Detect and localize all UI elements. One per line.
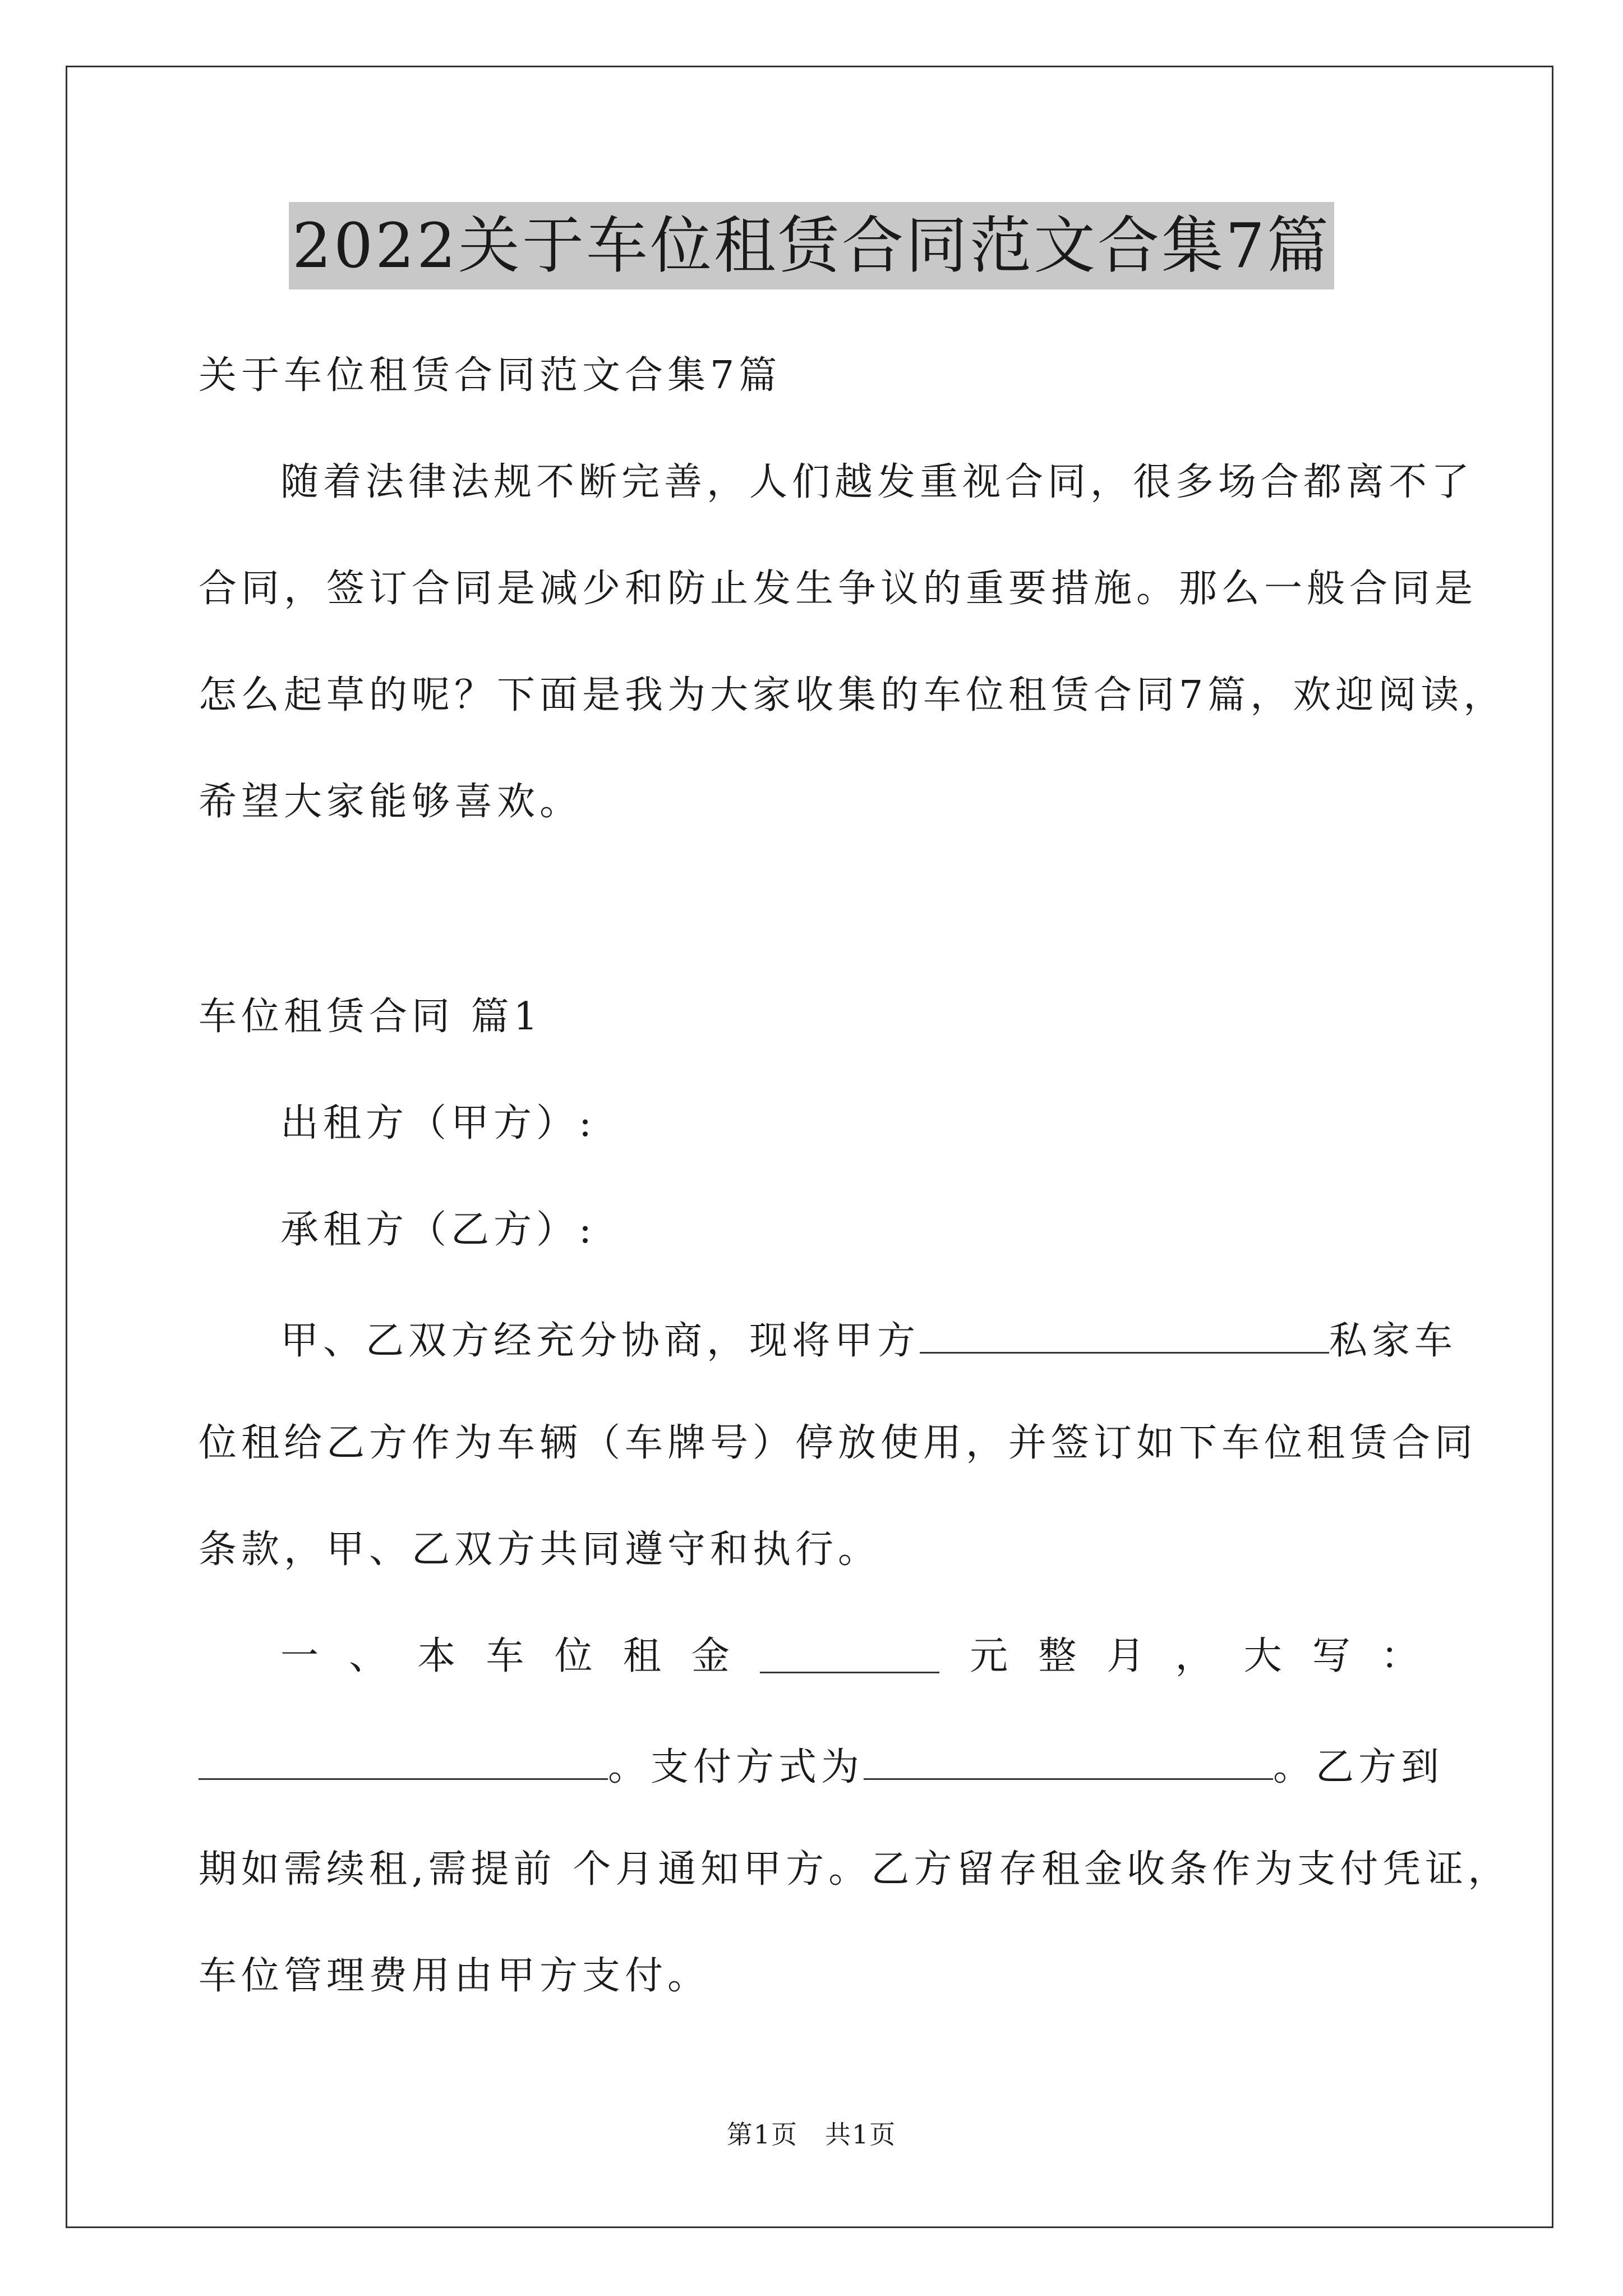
- document-subtitle: 关于车位租赁合同范文合集7篇: [199, 353, 782, 398]
- clause-1-line-3: 期如需续租,需提前 个月通知甲方。乙方留存租金收条作为支付凭证，: [199, 1847, 1511, 1892]
- intro-line-2: 合同，签订合同是减少和防止发生争议的重要措施。那么一般合同是: [199, 567, 1478, 611]
- lessor-name-blank[interactable]: [920, 1312, 1329, 1354]
- clause-1-line-2-mid: 。支付方式为: [608, 1745, 864, 1789]
- lessor-label: 出租方（甲方）:: [280, 1101, 596, 1145]
- clause-1-line-2: [199, 1738, 1444, 1793]
- paragraph-1-text-a: 甲、乙双方经充分协商，现将甲方: [280, 1319, 920, 1363]
- paragraph-1-line-3: 条款，甲、乙双方共同遵守和执行。: [199, 1527, 881, 1572]
- clause-1-token: 租: [623, 1634, 661, 1678]
- clause-1-line-2-end: 。乙方到: [1273, 1745, 1444, 1789]
- clause-1-line-4: 车位管理费用由甲方支付。: [199, 1954, 711, 1998]
- section-heading: 车位租赁合同 篇1: [199, 995, 542, 1039]
- page-footer: 第1页 共1页: [726, 2119, 897, 2150]
- lessee-label: 承租方（乙方）:: [280, 1208, 596, 1252]
- clause-1-token: 大: [1243, 1634, 1282, 1678]
- intro-line-3: 怎么起草的呢？下面是我为大家收集的车位租赁合同7篇，欢迎阅读，: [199, 673, 1506, 717]
- clause-1-token: 金: [691, 1634, 730, 1678]
- clause-1-token: 车: [486, 1634, 524, 1678]
- clause-1-token: 整: [1038, 1634, 1077, 1678]
- payment-method-blank[interactable]: [864, 1738, 1273, 1780]
- clause-1-token: 写: [1312, 1634, 1350, 1678]
- clause-1-token: 、: [349, 1634, 388, 1678]
- paragraph-1-text-b: 私家车: [1329, 1319, 1458, 1363]
- title-container: [0, 202, 1623, 289]
- clause-1-token: 一: [280, 1634, 319, 1678]
- clause-1-token: 位: [554, 1634, 593, 1678]
- clause-1-token: 月: [1106, 1634, 1145, 1678]
- clause-1-token: ：: [1380, 1634, 1419, 1678]
- amount-in-words-blank[interactable]: [199, 1738, 608, 1780]
- clause-1-token: ，: [1175, 1634, 1214, 1678]
- rent-amount-blank[interactable]: [760, 1631, 939, 1673]
- paragraph-1-line-2: 位租给乙方作为车辆（车牌号）停放使用，并签订如下车位租赁合同: [199, 1421, 1478, 1465]
- document-title: 2022关于车位租赁合同范文合集7篇: [289, 202, 1334, 289]
- paragraph-1-line-1: [280, 1312, 1457, 1366]
- clause-1-line-1: [280, 1631, 1419, 1682]
- intro-line-1: 随着法律法规不断完善，人们越发重视合同，很多场合都离不了: [280, 460, 1474, 504]
- clause-1-token: 本: [417, 1634, 456, 1678]
- intro-line-4: 希望大家能够喜欢。: [199, 780, 583, 824]
- clause-1-token: 元: [970, 1634, 1008, 1678]
